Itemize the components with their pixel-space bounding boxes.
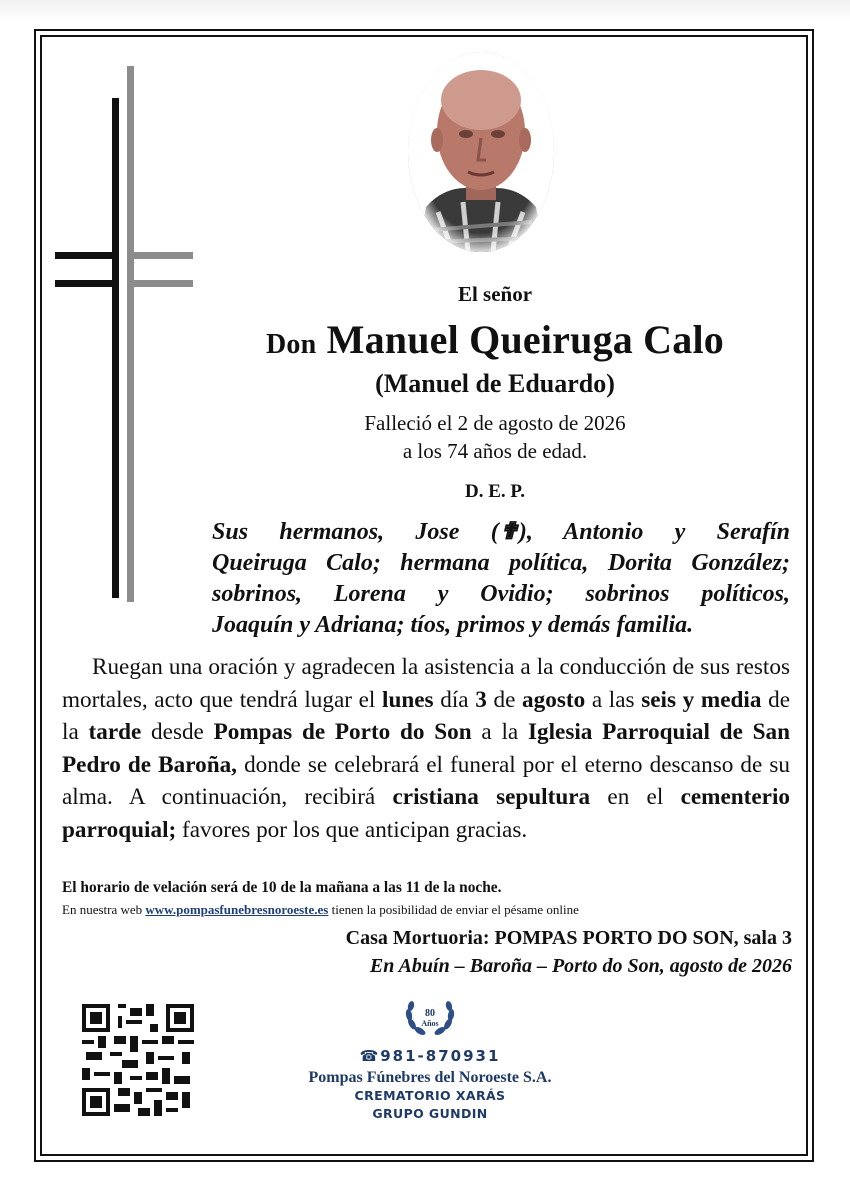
place-date: En Abuín – Baroña – Porto do Son, agosto de 2026 [369, 955, 792, 977]
service-text: Ruegan una oración y agradecen la asistencia a la conducción de sus restos mortales, acto que tendrá lugar el [62, 654, 790, 713]
phone-line [250, 1047, 610, 1065]
alias: (Manuel de Eduardo) [375, 369, 615, 398]
service-text: desde [141, 719, 214, 745]
laurel-wreath-icon [400, 994, 460, 1042]
service-text: donde se celebrará el funeral por el eterno descanso de su alma. A continuación, recibirá [62, 751, 790, 810]
service-text: en el [590, 784, 681, 810]
logo-number: 80 [425, 1008, 435, 1019]
service-bold: seis y media [641, 686, 762, 713]
service-text: de la [62, 686, 790, 745]
deceased-name [200, 316, 790, 363]
family-line-2: Queiruga Calo; hermana política, Dorita González; [212, 550, 790, 576]
name-prefix: Don [266, 329, 317, 360]
death-date: Falleció el 2 de agosto de 2026 [364, 411, 626, 435]
wake-hours: El horario de velación será de 10 de la mañana a las 11 de la noche. [62, 879, 502, 896]
service-bold: Iglesia Parroquial de San Pedro de Baroña, [62, 719, 791, 778]
family-paragraph [212, 517, 790, 641]
family-line-3: sobrinos, Lorena y Ovidio; sobrinos políticos, [212, 581, 790, 607]
page-top-shadow [0, 0, 850, 22]
website-link[interactable]: www.pompasfunebresnoroeste.es [145, 902, 329, 917]
family-line-1: Sus hermanos, Jose (✟), Antonio y Serafín [212, 519, 790, 545]
intro-text: El señor [457, 282, 533, 306]
phone-number: 981-870931 [380, 1047, 501, 1065]
family-line-4: Joaquín y Adriana; tíos, primos y demás familia. [212, 612, 694, 638]
web-notice [62, 902, 579, 918]
service-paragraph [62, 651, 790, 846]
company-name: Pompas Fúnebres del Noroeste S.A. [308, 1069, 552, 1086]
service-bold: Pompas de Porto do Son [213, 719, 472, 745]
funeral-home: Casa Mortuoria: POMPAS PORTO DO SON, sala 3 [345, 927, 792, 949]
cross-icon [54, 64, 196, 604]
service-text: de [486, 686, 523, 713]
deceased-portrait [408, 52, 554, 252]
service-bold: cementerio parroquial; [62, 784, 790, 843]
service-bold: cristiana sepultura [392, 784, 591, 810]
dep-text: D. E. P. [464, 481, 525, 502]
service-text: a las [585, 686, 642, 713]
service-bold: agosto [522, 686, 586, 713]
crematorio-name: CREMATORIO XARÁS [354, 1088, 506, 1103]
service-bold: lunes [382, 686, 434, 713]
service-text: día [433, 686, 476, 713]
web-text-before: En nuestra web [62, 902, 146, 917]
service-text: favores por los que anticipan gracias. [176, 816, 528, 843]
service-text: a la [471, 719, 528, 745]
phone-icon: ☎ [359, 1047, 381, 1065]
service-bold: tarde [88, 719, 142, 745]
qr-code-icon[interactable] [82, 1004, 194, 1116]
death-info [200, 409, 790, 465]
death-age: a los 74 años de edad. [402, 439, 588, 463]
group-name: GRUPO GUNDIN [372, 1106, 488, 1121]
service-bold: 3 [475, 686, 487, 713]
web-text-after: tienen la posibilidad de enviar el pésame online [328, 902, 579, 917]
name-full: Manuel Queiruga Calo [326, 317, 724, 362]
logo-word: Años [421, 1019, 439, 1028]
